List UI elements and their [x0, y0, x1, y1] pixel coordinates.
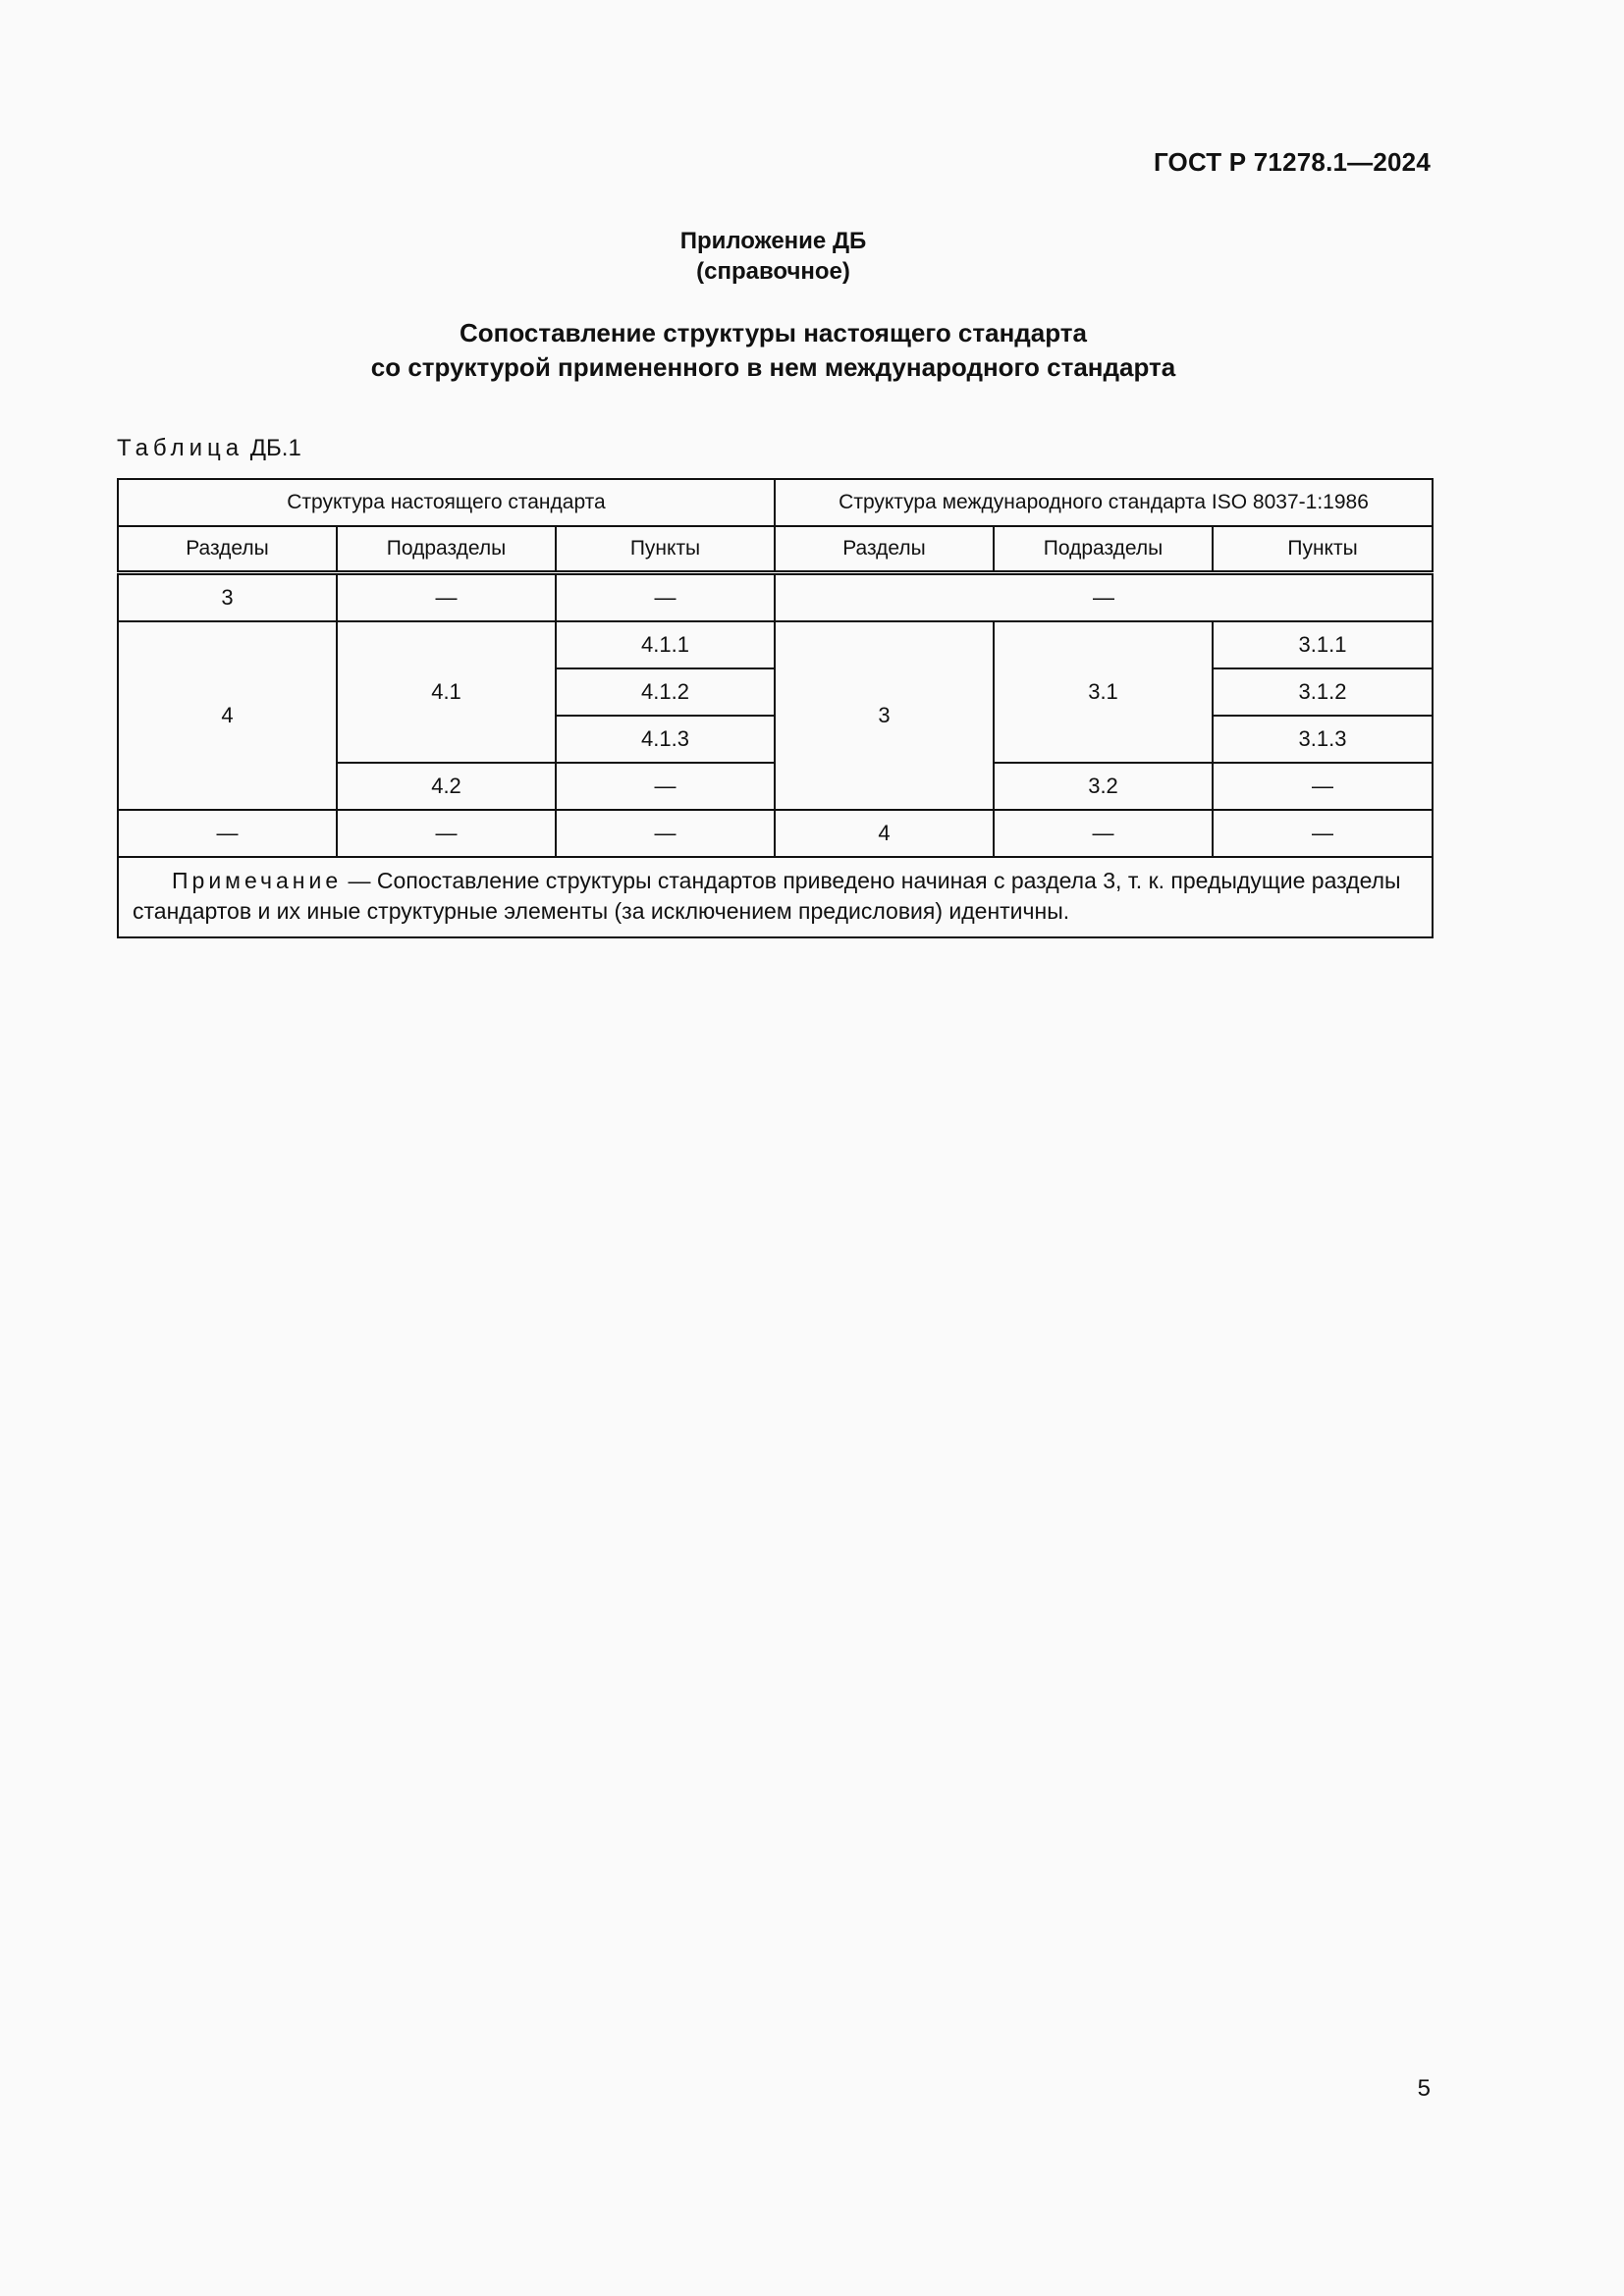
national-structure-header: Структура настоящего стандарта: [118, 479, 775, 526]
table-cell: 3: [118, 573, 337, 622]
table-cell: —: [775, 573, 1433, 622]
table-column-header-row: [118, 526, 1433, 573]
table-note-lead: Примечание: [172, 868, 343, 893]
table-cell: 4.1.1: [556, 621, 775, 668]
table-cell: 3.1.3: [1213, 716, 1433, 763]
table-row: [118, 810, 1433, 857]
table-cell: —: [556, 573, 775, 622]
column-header-int-sections: Разделы: [775, 526, 994, 573]
table-cell: 4.1.2: [556, 668, 775, 716]
column-header-int-subsections: Подразделы: [994, 526, 1213, 573]
table-cell: 3.2: [994, 763, 1213, 810]
page-title: [0, 316, 1546, 385]
table-note-row: [118, 857, 1433, 937]
table-cell: —: [337, 810, 556, 857]
table-cell: 3.1: [994, 621, 1213, 763]
table-caption-word: Таблица: [117, 435, 244, 461]
document-code: ГОСТ Р 71278.1—2024: [1153, 147, 1431, 177]
international-structure-header: Структура международного стандарта ISO 8037-1:1986: [775, 479, 1433, 526]
table-cell: —: [1213, 810, 1433, 857]
annex-subtitle: (справочное): [696, 258, 850, 285]
column-header-nat-subsections: Подразделы: [337, 526, 556, 573]
table-row: [118, 621, 1433, 668]
table-cell: 4.1.3: [556, 716, 775, 763]
column-header-nat-sections: Разделы: [118, 526, 337, 573]
structure-comparison-table: [117, 478, 1434, 938]
table-cell: 3: [775, 621, 994, 810]
table-cell: 4.2: [337, 763, 556, 810]
table-cell: 4: [118, 621, 337, 810]
table-cell: —: [337, 573, 556, 622]
page-number: 5: [1417, 2075, 1431, 2102]
table-caption-id: ДБ.1: [249, 435, 301, 461]
table-cell: —: [1213, 763, 1433, 810]
table-cell: 4.1: [337, 621, 556, 763]
table-cell: —: [556, 763, 775, 810]
page-title-line-1: Сопоставление структуры настоящего стандарта: [460, 318, 1087, 347]
table-cell: 3.1.1: [1213, 621, 1433, 668]
annex-title: Приложение ДБ: [679, 228, 867, 254]
table-cell: —: [556, 810, 775, 857]
table-cell: 3.1.2: [1213, 668, 1433, 716]
table-note: [118, 857, 1433, 937]
table-cell: 4: [775, 810, 994, 857]
table-note-text: — Сопоставление структуры стандартов приведено начиная с раздела 3, т. к. предыдущие разделы стандартов и их иные структурные элементы (за исключением предисловия) идентичны.: [133, 868, 1401, 924]
page-title-line-2: со структурой примененного в нем международного стандарта: [370, 352, 1176, 382]
table-caption: [117, 435, 301, 462]
column-header-int-items: Пункты: [1213, 526, 1433, 573]
table-row: [118, 573, 1433, 622]
column-header-nat-items: Пункты: [556, 526, 775, 573]
table-group-header-row: [118, 479, 1433, 526]
annex-heading: [0, 226, 1546, 287]
table-cell: —: [118, 810, 337, 857]
table-cell: —: [994, 810, 1213, 857]
